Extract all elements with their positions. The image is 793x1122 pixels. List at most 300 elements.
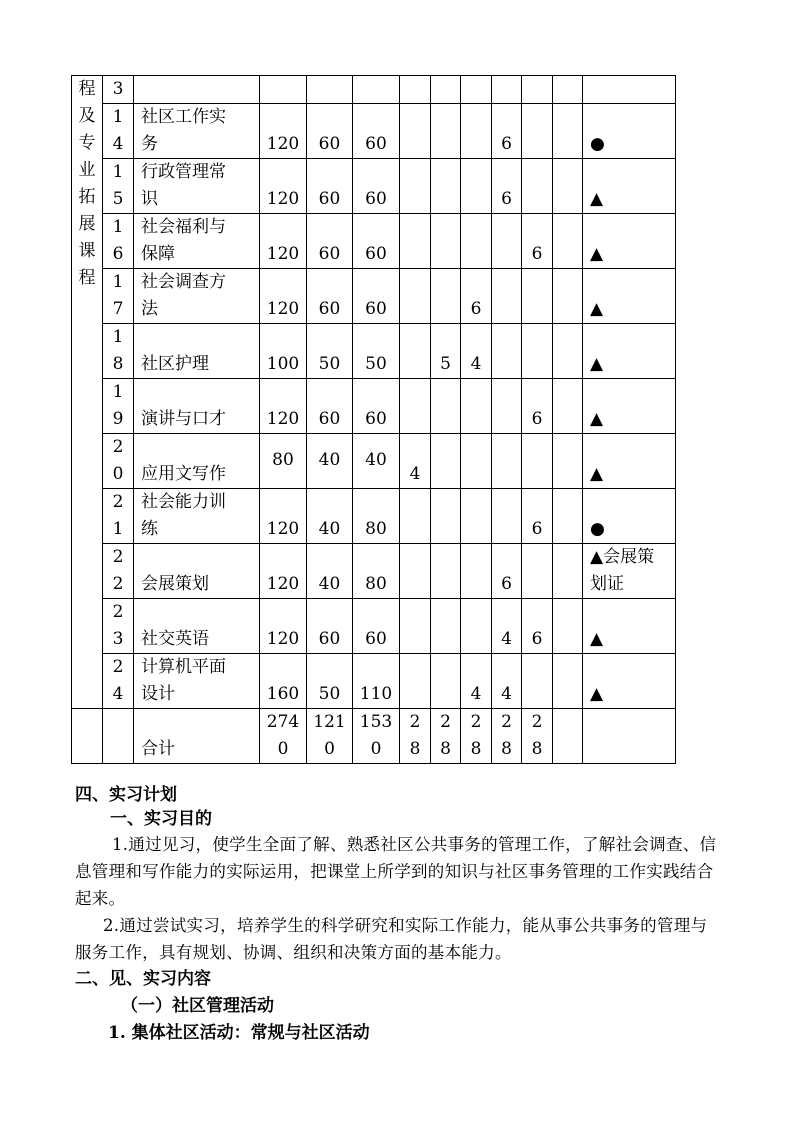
- course-note: [583, 654, 676, 709]
- spacer: [461, 434, 491, 461]
- cell-hours: [260, 76, 307, 104]
- spacer: [260, 489, 306, 516]
- cell-s2: [431, 434, 461, 489]
- course-note: [583, 379, 676, 434]
- spacer: [492, 544, 521, 571]
- spacer: [353, 654, 399, 681]
- spacer: [492, 489, 521, 516]
- total-value-line: 0: [277, 739, 289, 759]
- spacer: [431, 489, 460, 516]
- course-number-line: 8: [112, 354, 124, 374]
- total-value-line: 8: [531, 739, 543, 759]
- spacer: [461, 379, 491, 406]
- course-number: [103, 324, 134, 379]
- cell-s4: [492, 379, 522, 434]
- spacer: [431, 599, 460, 626]
- cell-s3: [461, 489, 492, 544]
- spacer: [353, 434, 399, 447]
- spacer: [461, 269, 491, 296]
- spacer: [590, 324, 675, 351]
- spacer: [590, 379, 675, 406]
- subheading-internship-content: 二、见、实习内容: [75, 969, 211, 989]
- cell-s1: [400, 324, 431, 379]
- course-note: [583, 159, 676, 214]
- cell-s2: [431, 544, 461, 599]
- cell-hours: [260, 379, 307, 434]
- cell-practice: [353, 544, 400, 599]
- course-number: [103, 214, 134, 269]
- cell-value: 6: [470, 299, 482, 319]
- cell-s3: [461, 76, 492, 104]
- course-name-wrap: [141, 544, 249, 598]
- cell-value: 60: [365, 299, 387, 319]
- course-name-wrap: [141, 379, 249, 433]
- cell-s3: [461, 159, 492, 214]
- spacer: [522, 214, 552, 241]
- course-note-line: ▲: [590, 189, 604, 209]
- course-number-line: 1: [112, 162, 124, 182]
- table-row: [72, 379, 676, 434]
- cell-s2: [431, 104, 461, 159]
- table-row: [72, 434, 676, 489]
- cell-value: 60: [318, 409, 341, 429]
- course-name: [134, 159, 260, 214]
- cell-s4: [492, 654, 522, 709]
- spacer: [492, 654, 521, 681]
- cell-hours: [260, 214, 307, 269]
- spacer: [260, 379, 306, 406]
- total-s5: [522, 709, 553, 764]
- course-name: [134, 269, 260, 324]
- total-value-line: 121: [313, 712, 346, 732]
- cell-value: 80: [272, 450, 294, 470]
- course-name: [134, 379, 260, 434]
- spacer: [590, 654, 675, 681]
- cell-s6: [553, 104, 583, 159]
- spacer: [461, 159, 491, 186]
- course-name: [134, 599, 260, 654]
- spacer: [522, 654, 552, 681]
- cell-s1: [400, 104, 431, 159]
- cell-s5: [522, 489, 553, 544]
- spacer: [400, 434, 430, 461]
- spacer: [400, 214, 430, 241]
- course-note: [583, 214, 676, 269]
- spacer: [400, 324, 430, 351]
- cell-s4: [492, 489, 522, 544]
- spacer: [141, 379, 249, 406]
- cell-value: 6: [531, 519, 543, 539]
- spacer: [307, 434, 352, 447]
- empty-cell: [583, 709, 676, 764]
- table-row: [72, 159, 676, 214]
- cell-s6: [553, 379, 583, 434]
- cell-value: 60: [365, 189, 387, 209]
- cell-s5: [522, 434, 553, 489]
- category-char: 程: [78, 79, 96, 99]
- cell-theory: [307, 489, 353, 544]
- course-name: [134, 434, 260, 489]
- cell-theory: [307, 654, 353, 709]
- total-value-line: 2: [409, 712, 421, 732]
- empty-cell: [553, 709, 583, 764]
- spacer: [431, 324, 460, 351]
- spacer: [522, 159, 552, 186]
- spacer: [461, 654, 491, 681]
- course-number: [103, 599, 134, 654]
- cell-value: 60: [318, 629, 341, 649]
- cell-theory: [307, 379, 353, 434]
- total-row: [72, 709, 676, 764]
- cell-value: 120: [266, 189, 300, 209]
- cell-hours: [260, 159, 307, 214]
- cell-s5: [522, 104, 553, 159]
- cell-value: 60: [318, 189, 341, 209]
- spacer: [492, 379, 521, 406]
- course-name-line: 练: [141, 519, 158, 539]
- course-number-line: 4: [112, 684, 124, 704]
- cell-value: 60: [365, 244, 387, 264]
- spacer: [400, 654, 430, 681]
- category-char: 及: [78, 106, 96, 126]
- cell-s6: [553, 489, 583, 544]
- course-number: [103, 489, 134, 544]
- cell-s5: [522, 599, 553, 654]
- spacer: [590, 434, 675, 461]
- course-note-line: ▲会展策: [590, 547, 655, 567]
- spacer: [353, 489, 399, 516]
- total-value-line: 0: [370, 739, 382, 759]
- empty-cell: [103, 709, 134, 764]
- spacer: [590, 489, 675, 516]
- spacer: [400, 159, 430, 186]
- course-name-wrap: [141, 104, 249, 158]
- course-name: [134, 104, 260, 159]
- spacer: [522, 104, 552, 131]
- spacer: [522, 324, 552, 351]
- spacer: [431, 654, 460, 681]
- spacer: [461, 599, 491, 626]
- spacer: [353, 214, 399, 241]
- course-name-line: 社会福利与: [141, 217, 226, 237]
- spacer: [260, 214, 306, 241]
- spacer: [353, 599, 399, 626]
- cell-s1: [400, 379, 431, 434]
- cell-value: 60: [365, 134, 387, 154]
- total-s1: [400, 709, 431, 764]
- course-name: [134, 544, 260, 599]
- course-name-wrap: [141, 214, 249, 268]
- category-char: 业: [78, 160, 96, 180]
- spacer: [141, 434, 249, 461]
- cell-s6: [553, 269, 583, 324]
- cell-s5: [522, 324, 553, 379]
- cell-practice: [353, 489, 400, 544]
- cell-s4: [492, 104, 522, 159]
- paragraph-purpose-2: 2.通过尝试实习，培养学生的科学研究和实际工作能力，能从事公共事务的管理与服务工作，具有规划、协调、组织和决策方面的基本能力。: [75, 916, 708, 962]
- total-value-line: 153: [359, 712, 393, 732]
- cell-theory: [307, 269, 353, 324]
- course-note-line: 划证: [590, 574, 624, 594]
- spacer: [492, 159, 521, 186]
- cell-hours: [260, 269, 307, 324]
- cell-s1: [400, 654, 431, 709]
- cell-practice: [353, 599, 400, 654]
- course-name-wrap: [141, 599, 249, 653]
- spacer: [461, 104, 491, 131]
- total-value-line: 8: [501, 739, 512, 759]
- table-row: [72, 214, 676, 269]
- cell-s1: [400, 214, 431, 269]
- course-note: [583, 434, 676, 489]
- spacer: [461, 544, 491, 571]
- course-number: [103, 654, 134, 709]
- spacer: [431, 544, 460, 571]
- spacer: [553, 379, 582, 406]
- course-name: [134, 324, 260, 379]
- course-number-line: 2: [112, 492, 124, 512]
- course-name: [134, 489, 260, 544]
- spacer: [307, 269, 352, 296]
- cell-s2: [431, 599, 461, 654]
- cell-value: 120: [266, 299, 300, 319]
- total-value-line: 2: [531, 712, 543, 732]
- course-number: [103, 104, 134, 159]
- course-name: [134, 654, 260, 709]
- empty-cell: [72, 709, 103, 764]
- spacer: [590, 269, 675, 296]
- course-number: [103, 379, 134, 434]
- cell-s3: [461, 214, 492, 269]
- cell-s5: [522, 544, 553, 599]
- cell-value: 40: [318, 519, 341, 539]
- spacer: [141, 599, 249, 626]
- cell-value: 60: [365, 629, 387, 649]
- cell-s3: [461, 379, 492, 434]
- cell-s1: [400, 159, 431, 214]
- cell-value: 80: [365, 574, 387, 594]
- course-name-wrap: [141, 654, 249, 708]
- spacer: [141, 324, 249, 351]
- course-name-line: 设计: [141, 684, 175, 704]
- cell-theory: [307, 159, 353, 214]
- cell-theory: [307, 434, 353, 489]
- course-number-line: 2: [112, 657, 124, 677]
- cell-s6: [553, 214, 583, 269]
- course-number: [103, 76, 134, 104]
- cell-theory: [307, 76, 353, 104]
- spacer: [553, 159, 582, 186]
- cell-s3: [461, 599, 492, 654]
- spacer: [431, 269, 460, 296]
- spacer: [353, 324, 399, 351]
- spacer: [553, 434, 582, 461]
- cell-s2: [431, 324, 461, 379]
- spacer: [307, 599, 352, 626]
- total-s2: [431, 709, 461, 764]
- course-note: [583, 599, 676, 654]
- cell-s5: [522, 654, 553, 709]
- spacer: [260, 434, 306, 447]
- spacer: [553, 654, 582, 681]
- total-theory: [307, 709, 353, 764]
- spacer: [553, 599, 582, 626]
- spacer: [260, 269, 306, 296]
- cell-s3: [461, 269, 492, 324]
- cell-value: 6: [501, 134, 512, 154]
- table-row: [72, 489, 676, 544]
- spacer: [141, 544, 249, 571]
- cell-value: 6: [531, 244, 543, 264]
- cell-value: 6: [531, 629, 543, 649]
- cell-s4: [492, 76, 522, 104]
- cell-s5: [522, 76, 553, 104]
- spacer: [260, 159, 306, 186]
- spacer: [400, 104, 430, 131]
- spacer: [553, 214, 582, 241]
- cell-practice: [353, 324, 400, 379]
- course-number-line: 0: [112, 464, 124, 484]
- cell-value: 60: [318, 134, 341, 154]
- category-char: 专: [78, 133, 96, 153]
- total-s4: [492, 709, 522, 764]
- course-name-wrap: [141, 489, 249, 543]
- category-char: 展: [78, 214, 96, 234]
- course-number-line: 1: [112, 519, 124, 539]
- cell-practice: [353, 76, 400, 104]
- cell-value: 6: [501, 189, 512, 209]
- spacer: [553, 269, 582, 296]
- cell-value: 4: [501, 629, 512, 649]
- cell-hours: [260, 104, 307, 159]
- cell-s6: [553, 654, 583, 709]
- course-number-line: 2: [112, 437, 124, 457]
- course-number-line: 6: [112, 244, 124, 264]
- spacer: [431, 214, 460, 241]
- course-name-line: 会展策划: [141, 574, 209, 594]
- spacer: [307, 544, 352, 571]
- cell-hours: [260, 434, 307, 489]
- course-name-line: 社区工作实: [141, 107, 226, 127]
- section-heading-internship-plan: 四、实习计划: [75, 785, 177, 805]
- course-note: [583, 76, 676, 104]
- spacer: [307, 159, 352, 186]
- course-name-line: 法: [141, 299, 158, 319]
- course-number-line: 1: [112, 107, 124, 127]
- cell-s6: [553, 544, 583, 599]
- cell-value: 120: [266, 244, 300, 264]
- spacer: [431, 379, 460, 406]
- course-note-line: ▲: [590, 684, 604, 704]
- cell-theory: [307, 104, 353, 159]
- table-row: [72, 76, 676, 104]
- course-note-line: ●: [590, 519, 605, 539]
- cell-practice: [353, 159, 400, 214]
- course-note: [583, 269, 676, 324]
- spacer: [492, 599, 521, 626]
- course-number-line: 9: [112, 409, 124, 429]
- spacer: [353, 104, 399, 131]
- cell-s3: [461, 654, 492, 709]
- spacer: [307, 379, 352, 406]
- cell-s2: [431, 159, 461, 214]
- course-name-line: 保障: [141, 244, 175, 264]
- course-note: [583, 324, 676, 379]
- cell-practice: [353, 269, 400, 324]
- cell-s5: [522, 379, 553, 434]
- course-name-wrap: [141, 269, 249, 323]
- spacer: [590, 214, 675, 241]
- cell-s5: [522, 269, 553, 324]
- spacer: [492, 214, 521, 241]
- cell-hours: [260, 489, 307, 544]
- cell-s6: [553, 324, 583, 379]
- spacer: [492, 269, 521, 296]
- course-note-line: ▲: [590, 354, 604, 374]
- table-row: [72, 544, 676, 599]
- cell-theory: [307, 214, 353, 269]
- course-number: [103, 269, 134, 324]
- cell-s3: [461, 324, 492, 379]
- cell-s2: [431, 269, 461, 324]
- cell-s4: [492, 599, 522, 654]
- cell-practice: [353, 104, 400, 159]
- spacer: [353, 379, 399, 406]
- course-note-line: ▲: [590, 244, 604, 264]
- total-hours: [260, 709, 307, 764]
- cell-s1: [400, 76, 431, 104]
- total-practice: [353, 709, 400, 764]
- total-s3: [461, 709, 492, 764]
- spacer: [400, 379, 430, 406]
- spacer: [553, 544, 582, 571]
- course-name-line: 计算机平面: [141, 657, 226, 677]
- course-number-line: 7: [112, 299, 124, 319]
- cell-s2: [431, 76, 461, 104]
- spacer: [522, 599, 552, 626]
- cell-value: 120: [266, 574, 300, 594]
- cell-practice: [353, 379, 400, 434]
- cell-s5: [522, 159, 553, 214]
- cell-s3: [461, 544, 492, 599]
- spacer: [260, 599, 306, 626]
- cell-value: 120: [266, 629, 300, 649]
- spacer: [461, 489, 491, 516]
- spacer: [590, 599, 675, 626]
- course-number-line: 1: [112, 217, 124, 237]
- cell-s2: [431, 379, 461, 434]
- cell-s2: [431, 489, 461, 544]
- total-value-line: 2: [470, 712, 482, 732]
- course-name-wrap: [141, 434, 249, 488]
- cell-value: 4: [409, 464, 421, 484]
- spacer: [590, 104, 675, 131]
- cell-s4: [492, 159, 522, 214]
- spacer: [400, 269, 430, 296]
- course-note: [583, 104, 676, 159]
- cell-s2: [431, 654, 461, 709]
- cell-s1: [400, 599, 431, 654]
- course-category-cell: [72, 76, 103, 709]
- cell-value: 50: [365, 354, 387, 374]
- cell-theory: [307, 544, 353, 599]
- cell-value: 110: [359, 684, 393, 704]
- cell-s6: [553, 76, 583, 104]
- course-number-line: 2: [112, 574, 124, 594]
- total-value-line: 8: [409, 739, 421, 759]
- cell-hours: [260, 544, 307, 599]
- spacer: [461, 214, 491, 241]
